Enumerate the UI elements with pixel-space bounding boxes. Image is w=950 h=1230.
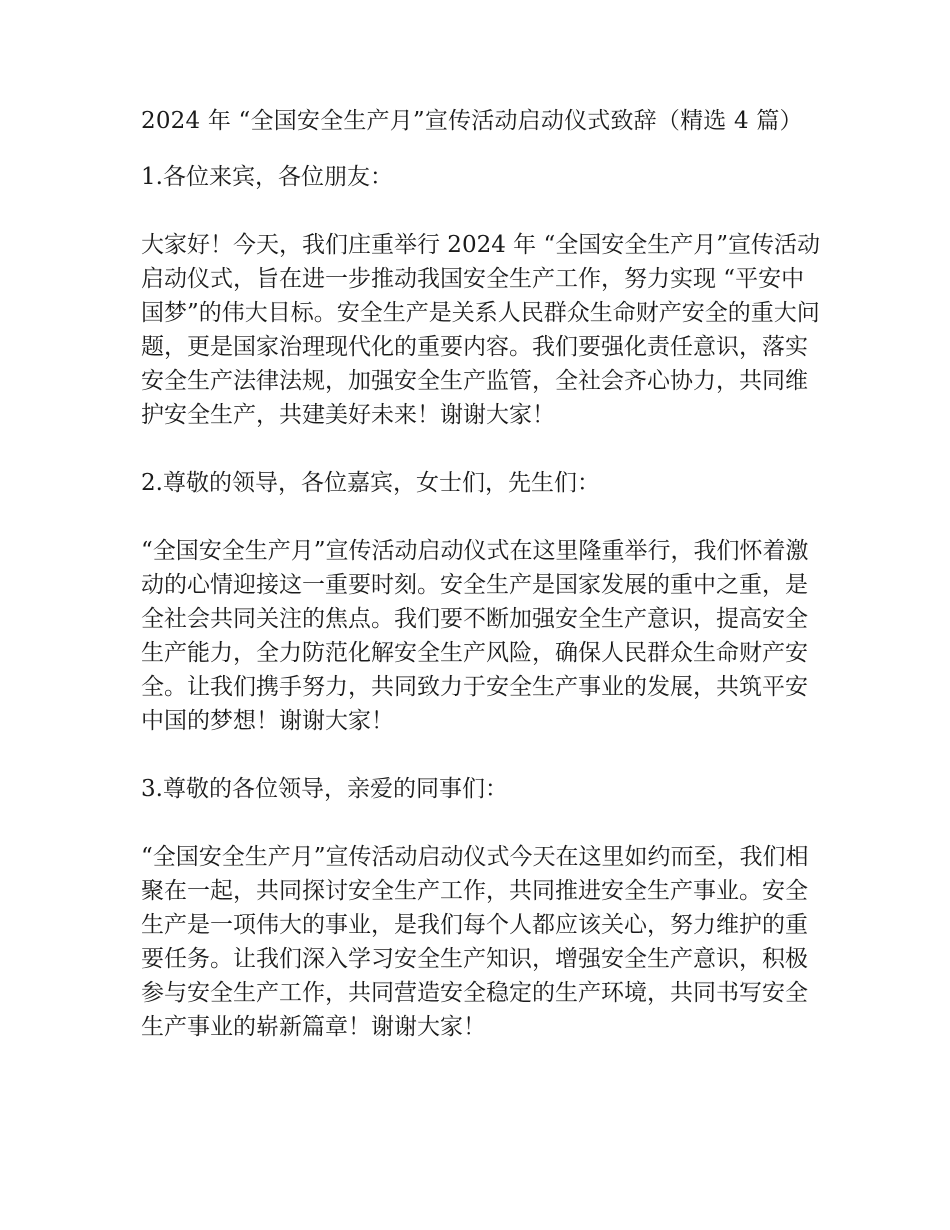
speech-paragraph: “全国安全生产月”宣传活动启动仪式今天在这里如约而至，我们相聚在一起，共同探讨安全生产工作，共同推进安全生产事业。安全生产是一项伟大的事业，是我们每个人都应该关心，努力维护的重要任务。让我们深入学习安全生产知识，增强安全生产意识，积极参与安全生产工作，共同营造安全稳定的生产环境，共同书写安全生产事业的崭新篇章！谢谢大家！ xyxy=(141,844,809,1040)
document-title: 2024 年 “全国安全生产月”宣传活动启动仪式致辞（精选 4 篇） xyxy=(141,108,803,134)
speech-section-2 xyxy=(141,466,821,738)
speech-salutation: 1.各位来宾，各位朋友： xyxy=(141,164,393,190)
document-content xyxy=(141,104,821,1078)
speech-paragraph: “全国安全生产月”宣传活动启动仪式在这里隆重举行，我们怀着激动的心情迎接这一重要时刻。安全生产是国家发展的重中之重，是全社会共同关注的焦点。我们要不断加强安全生产意识，提高安全生产能力，全力防范化解安全生产风险，确保人民群众生命财产安全。让我们携手努力，共同致力于安全生产事业的发展，共筑平安中国的梦想！谢谢大家！ xyxy=(141,538,809,734)
speech-salutation: 3.尊敬的各位领导，亲爱的同事们： xyxy=(141,776,508,802)
speech-salutation: 2.尊敬的领导，各位嘉宾，女士们，先生们： xyxy=(141,470,600,496)
speech-section-3 xyxy=(141,772,821,1044)
speech-section-1 xyxy=(141,160,821,432)
speech-paragraph: 大家好！今天，我们庄重举行 2024 年 “全国安全生产月”宣传活动启动仪式，旨在进一步推动我国安全生产工作，努力实现 “平安中国梦”的伟大目标。安全生产是关系人民群众生命财产安全的重大问题，更是国家治理现代化的重要内容。我们要强化责任意识，落实安全生产法律法规，加强安全生产监管，全社会齐心协力，共同维护安全生产，共建美好未来！谢谢大家！ xyxy=(141,232,820,428)
